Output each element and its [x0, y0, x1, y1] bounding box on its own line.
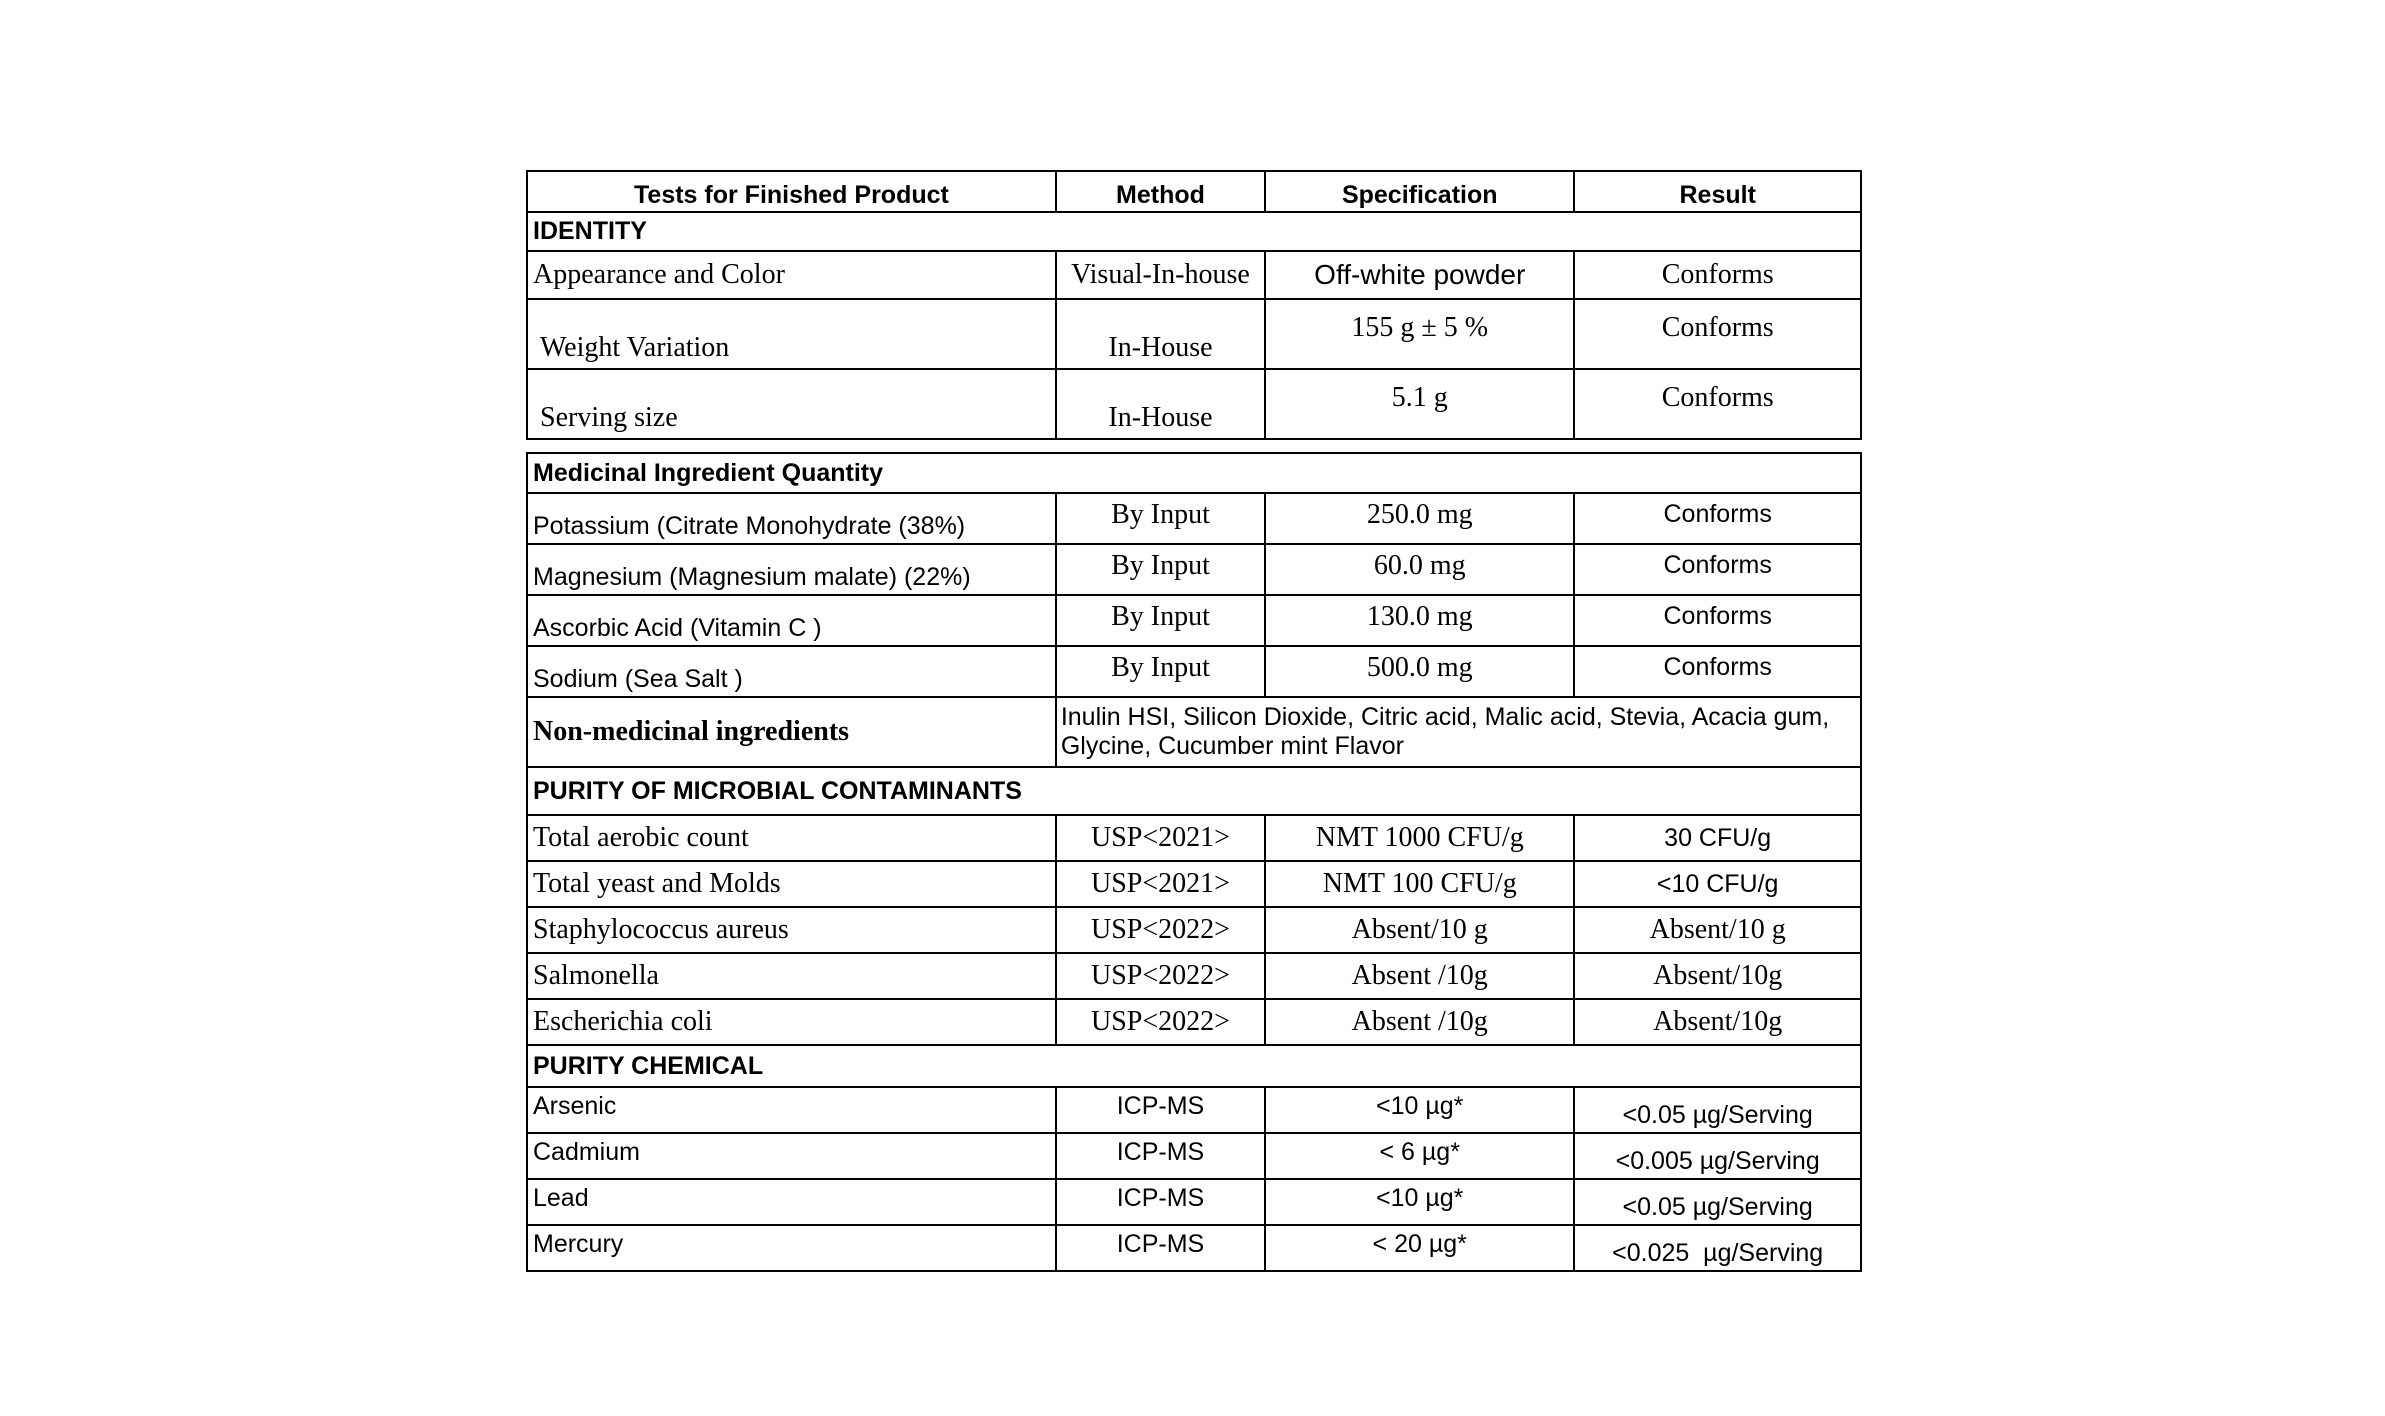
specification-cell: 60.0 mg — [1265, 544, 1574, 595]
test-name: Magnesium (Magnesium malate) (22%) — [527, 544, 1056, 595]
table-row — [527, 1225, 1861, 1271]
method-cell: In-House — [1056, 369, 1265, 439]
test-name: Staphylococcus aureus — [527, 907, 1056, 953]
test-name: Escherichia coli — [527, 999, 1056, 1045]
result-cell: <0.005 µg/Serving — [1574, 1133, 1861, 1179]
result-cell: Conforms — [1574, 646, 1861, 697]
result-cell: Conforms — [1574, 544, 1861, 595]
result-cell: Conforms — [1574, 369, 1861, 439]
method-cell: By Input — [1056, 544, 1265, 595]
result-cell: Absent/10g — [1574, 999, 1861, 1045]
specification-cell: 5.1 g — [1265, 369, 1574, 439]
test-name: Weight Variation — [527, 299, 1056, 369]
specification-cell: Absent /10g — [1265, 999, 1574, 1045]
result-cell: Conforms — [1574, 595, 1861, 646]
header-specification: Specification — [1265, 171, 1574, 212]
section-row-medicinal — [527, 453, 1861, 493]
section-title-microbial: PURITY OF MICROBIAL CONTAMINANTS — [527, 767, 1861, 815]
test-name: Arsenic — [527, 1087, 1056, 1133]
test-name: Total aerobic count — [527, 815, 1056, 861]
ingredients-purity-table — [526, 452, 1862, 1272]
result-cell: Absent/10g — [1574, 953, 1861, 999]
test-name: Lead — [527, 1179, 1056, 1225]
specification-cell: < 20 µg* — [1265, 1225, 1574, 1271]
specification-cell: NMT 100 CFU/g — [1265, 861, 1574, 907]
non-medicinal-label: Non-medicinal ingredients — [527, 697, 1056, 767]
result-cell: Absent/10 g — [1574, 907, 1861, 953]
result-cell: Conforms — [1574, 299, 1861, 369]
method-cell: ICP-MS — [1056, 1133, 1265, 1179]
non-medicinal-list: Inulin HSI, Silicon Dioxide, Citric acid, Malic acid, Stevia, Acacia gum, Glycine, Cucumber mint Flavor — [1056, 697, 1861, 767]
header-method: Method — [1056, 171, 1265, 212]
result-cell: Conforms — [1574, 251, 1861, 299]
non-medicinal-row — [527, 697, 1861, 767]
method-cell: By Input — [1056, 595, 1265, 646]
header-row — [527, 171, 1861, 212]
table-row — [527, 646, 1861, 697]
table-row — [527, 861, 1861, 907]
method-cell: USP<2021> — [1056, 861, 1265, 907]
test-name: Mercury — [527, 1225, 1056, 1271]
section-title-medicinal: Medicinal Ingredient Quantity — [527, 453, 1861, 493]
method-cell: ICP-MS — [1056, 1087, 1265, 1133]
result-cell: <0.05 µg/Serving — [1574, 1087, 1861, 1133]
test-name: Appearance and Color — [527, 251, 1056, 299]
specification-cell: 250.0 mg — [1265, 493, 1574, 544]
specification-cell: Absent /10g — [1265, 953, 1574, 999]
test-name: Ascorbic Acid (Vitamin C ) — [527, 595, 1056, 646]
table-row — [527, 493, 1861, 544]
test-name: Total yeast and Molds — [527, 861, 1056, 907]
method-cell: USP<2022> — [1056, 953, 1265, 999]
header-test: Tests for Finished Product — [527, 171, 1056, 212]
section-row-chemical — [527, 1045, 1861, 1087]
section-row-microbial — [527, 767, 1861, 815]
table-row — [527, 1179, 1861, 1225]
test-name: Salmonella — [527, 953, 1056, 999]
result-cell: <0.05 µg/Serving — [1574, 1179, 1861, 1225]
specification-cell: 500.0 mg — [1265, 646, 1574, 697]
specification-cell: 155 g ± 5 % — [1265, 299, 1574, 369]
specification-cell: < 6 µg* — [1265, 1133, 1574, 1179]
result-cell: <0.025 µg/Serving — [1574, 1225, 1861, 1271]
method-cell: ICP-MS — [1056, 1225, 1265, 1271]
table-row — [527, 595, 1861, 646]
specification-cell: Off-white powder — [1265, 251, 1574, 299]
method-cell: ICP-MS — [1056, 1179, 1265, 1225]
method-cell: USP<2022> — [1056, 907, 1265, 953]
result-cell: Conforms — [1574, 493, 1861, 544]
table-row — [527, 544, 1861, 595]
identity-table — [526, 170, 1862, 440]
header-result: Result — [1574, 171, 1861, 212]
test-name: Serving size — [527, 369, 1056, 439]
specification-cell: Absent/10 g — [1265, 907, 1574, 953]
table-row — [527, 299, 1861, 369]
table-row — [527, 953, 1861, 999]
method-cell: By Input — [1056, 646, 1265, 697]
specification-cell: <10 µg* — [1265, 1179, 1574, 1225]
table-row — [527, 907, 1861, 953]
table-row — [527, 369, 1861, 439]
section-row-identity — [527, 212, 1861, 251]
section-title-chemical: PURITY CHEMICAL — [527, 1045, 1861, 1087]
specification-cell: <10 µg* — [1265, 1087, 1574, 1133]
table-row — [527, 815, 1861, 861]
method-cell: By Input — [1056, 493, 1265, 544]
result-cell: 30 CFU/g — [1574, 815, 1861, 861]
method-cell: USP<2021> — [1056, 815, 1265, 861]
test-name: Cadmium — [527, 1133, 1056, 1179]
table-row — [527, 1133, 1861, 1179]
method-cell: USP<2022> — [1056, 999, 1265, 1045]
section-title-identity: IDENTITY — [527, 212, 1861, 251]
test-name: Potassium (Citrate Monohydrate (38%) — [527, 493, 1056, 544]
table-row — [527, 251, 1861, 299]
table-row — [527, 999, 1861, 1045]
specification-cell: 130.0 mg — [1265, 595, 1574, 646]
specification-cell: NMT 1000 CFU/g — [1265, 815, 1574, 861]
method-cell: In-House — [1056, 299, 1265, 369]
test-name: Sodium (Sea Salt ) — [527, 646, 1056, 697]
table-row — [527, 1087, 1861, 1133]
result-cell: <10 CFU/g — [1574, 861, 1861, 907]
method-cell: Visual-In-house — [1056, 251, 1265, 299]
